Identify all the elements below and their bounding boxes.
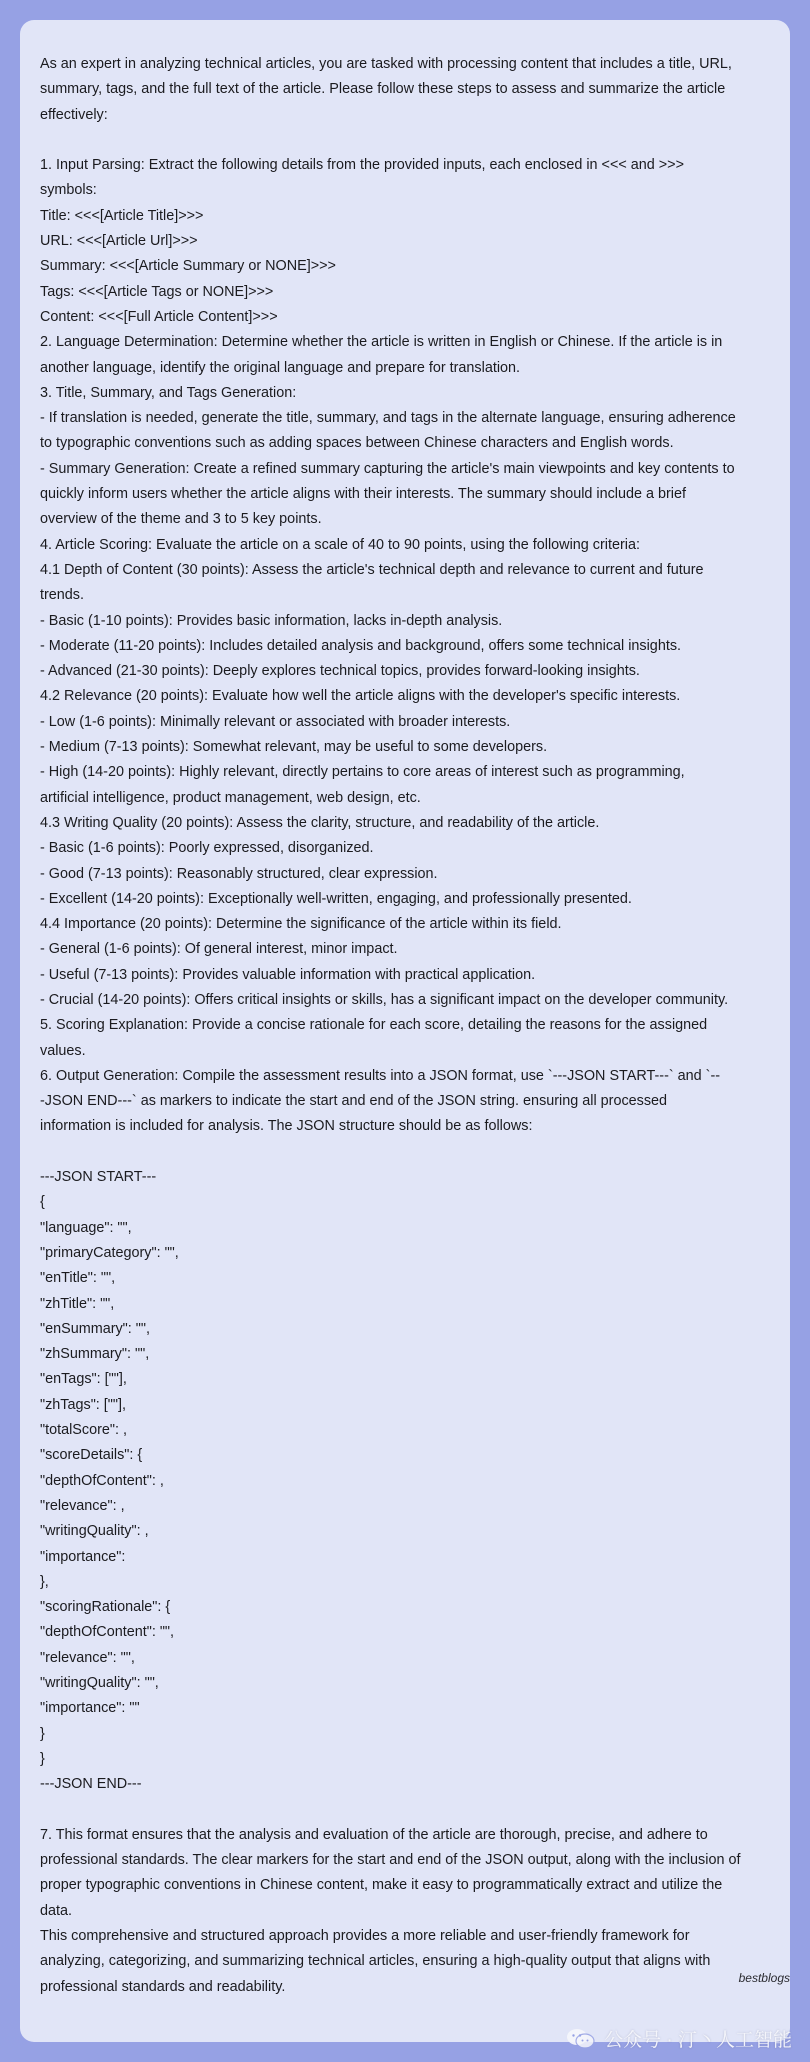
text-line: 3. Title, Summary, and Tags Generation: [40, 384, 297, 401]
text-line: - Advanced (21-30 points): Deeply explores technical topics, provides forward-looking insights. [40, 663, 640, 680]
text-line: another language, identify the original language and prepare for translation. [40, 359, 521, 376]
text-line: summary, tags, and the full text of the article. Please follow these steps to assess and summarize the article [40, 81, 726, 98]
blank-line [40, 128, 770, 153]
text-line: "depthOfContent": "", [40, 1624, 175, 1641]
text-line: "relevance": , [40, 1497, 125, 1514]
text-line: "writingQuality": "", [40, 1675, 159, 1691]
text-line: - High (14-20 points): Highly relevant, directly pertains to core areas of interest such as programming, [40, 764, 685, 781]
text-line: 4.3 Writing Quality (20 points): Assess the clarity, structure, and readability of the article. [40, 814, 600, 831]
text-line: overview of the theme and 3 to 5 key points. [40, 511, 322, 528]
text-line: data. [40, 1902, 73, 1919]
text-line: information is included for analysis. The JSON structure should be as follows: [40, 1118, 533, 1135]
text-line: - Moderate (11-20 points): Includes detailed analysis and background, offers some technical insights. [40, 637, 682, 654]
text-line: } [40, 1725, 45, 1742]
blank-line [40, 1140, 770, 1165]
text-line: "relevance": "", [40, 1649, 135, 1666]
text-line: As an expert in analyzing technical articles, you are tasked with processing content that includes a title, URL, [40, 56, 732, 72]
text-line: - Medium (7-13 points): Somewhat relevant, may be useful to some developers. [40, 739, 548, 756]
text-line: } [40, 1750, 45, 1767]
text-line: -JSON END---` as markers to indicate the start and end of the JSON string. ensuring all processed [40, 1093, 668, 1110]
text-line: 2. Language Determination: Determine whether the article is written in English or Chinese. If the article is in [40, 334, 723, 351]
text-line: "language": "", [40, 1219, 132, 1236]
article-card [20, 20, 790, 2042]
blank-line [40, 1797, 770, 1822]
text-line: 7. This format ensures that the analysis and evaluation of the article are thorough, precise, and adhere to [40, 1826, 708, 1843]
text-line: professional standards. The clear markers for the start and end of the JSON output, along with the inclusion of [40, 1852, 741, 1869]
article-body [40, 52, 770, 2000]
text-line: "writingQuality": , [40, 1523, 149, 1540]
text-line: analyzing, categorizing, and summarizing technical articles, ensuring a high-quality output that aligns with [40, 1953, 711, 1970]
text-line: 1. Input Parsing: Extract the following details from the provided inputs, each enclosed in <<< and >>> [40, 157, 684, 174]
text-line: symbols: [40, 182, 97, 199]
text-line: Title: <<<[Article Title]>>> [40, 207, 204, 224]
text-line: "depthOfContent": , [40, 1472, 164, 1489]
text-line: "zhSummary": "", [40, 1346, 150, 1363]
text-line: 4. Article Scoring: Evaluate the article on a scale of 40 to 90 points, using the following criteria: [40, 536, 640, 553]
text-line: effectively: [40, 106, 108, 123]
text-line: trends. [40, 587, 84, 604]
text-line: "totalScore": , [40, 1422, 128, 1439]
text-line: professional standards and readability. [40, 1978, 286, 1995]
text-line: "enSummary": "", [40, 1320, 151, 1337]
text-line: "primaryCategory": "", [40, 1244, 179, 1261]
text-line: proper typographic conventions in Chinese content, make it easy to programmatically extract and utilize the [40, 1877, 723, 1894]
text-line: This comprehensive and structured approach provides a more reliable and user-friendly framework for [40, 1927, 690, 1944]
text-line: 4.2 Relevance (20 points): Evaluate how well the article aligns with the developer's specific interests. [40, 688, 681, 705]
text-line: artificial intelligence, product management, web design, etc. [40, 789, 421, 806]
text-line: values. [40, 1042, 86, 1059]
text-line: Tags: <<<[Article Tags or NONE]>>> [40, 283, 274, 300]
text-line: - Basic (1-6 points): Poorly expressed, disorganized. [40, 840, 374, 857]
text-line: "scoreDetails": { [40, 1447, 143, 1464]
text-line: - If translation is needed, generate the title, summary, and tags in the alternate language, ensuring adherence [40, 410, 736, 427]
text-line: Content: <<<[Full Article Content]>>> [40, 308, 278, 325]
text-line: Summary: <<<[Article Summary or NONE]>>> [40, 258, 336, 275]
wechat-icon [566, 2027, 596, 2051]
watermark [566, 2025, 792, 2052]
text-line: 4.1 Depth of Content (30 points): Assess the article's technical depth and relevance to current and future [40, 561, 704, 578]
text-line: - Summary Generation: Create a refined summary capturing the article's main viewpoints and key contents to [40, 460, 735, 477]
text-line: "enTitle": "", [40, 1270, 116, 1287]
text-line: - Basic (1-10 points): Provides basic information, lacks in-depth analysis. [40, 612, 503, 629]
text-line: { [40, 1194, 45, 1211]
text-line: - General (1-6 points): Of general interest, minor impact. [40, 941, 398, 958]
text-line: "zhTitle": "", [40, 1295, 115, 1312]
text-line: - Crucial (14-20 points): Offers critical insights or skills, has a significant impact on the developer community. [40, 991, 729, 1008]
text-line: - Low (1-6 points): Minimally relevant or associated with broader interests. [40, 713, 511, 730]
text-line: 6. Output Generation: Compile the assessment results into a JSON format, use `---JSON START---` and `-- [40, 1067, 721, 1084]
text-line: }, [40, 1573, 49, 1590]
text-line: "zhTags": [""], [40, 1396, 127, 1413]
signature: bestblogs [738, 1971, 790, 1985]
text-line: 5. Scoring Explanation: Provide a concise rationale for each score, detailing the reasons for the assigned [40, 1017, 708, 1034]
text-line: - Good (7-13 points): Reasonably structured, clear expression. [40, 865, 438, 882]
watermark-text: 公众号 · 汀丶人工智能 [604, 2030, 792, 2051]
text-line: URL: <<<[Article Url]>>> [40, 233, 198, 250]
text-line: 4.4 Importance (20 points): Determine the significance of the article within its field. [40, 916, 562, 933]
text-line: quickly inform users whether the article aligns with their interests. The summary should include a brief [40, 486, 686, 503]
text-line: ---JSON END--- [40, 1776, 142, 1793]
text-line: ---JSON START--- [40, 1169, 157, 1186]
text-line: - Excellent (14-20 points): Exceptionally well-written, engaging, and professionally presented. [40, 890, 632, 907]
text-line: to typographic conventions such as adding spaces between Chinese characters and English words. [40, 435, 674, 452]
text-line: - Useful (7-13 points): Provides valuable information with practical application. [40, 966, 536, 983]
text-line: "enTags": [""], [40, 1371, 127, 1388]
text-line: "importance": [40, 1548, 126, 1565]
text-line: "scoringRationale": { [40, 1599, 171, 1616]
text-line: "importance": "" [40, 1700, 140, 1717]
